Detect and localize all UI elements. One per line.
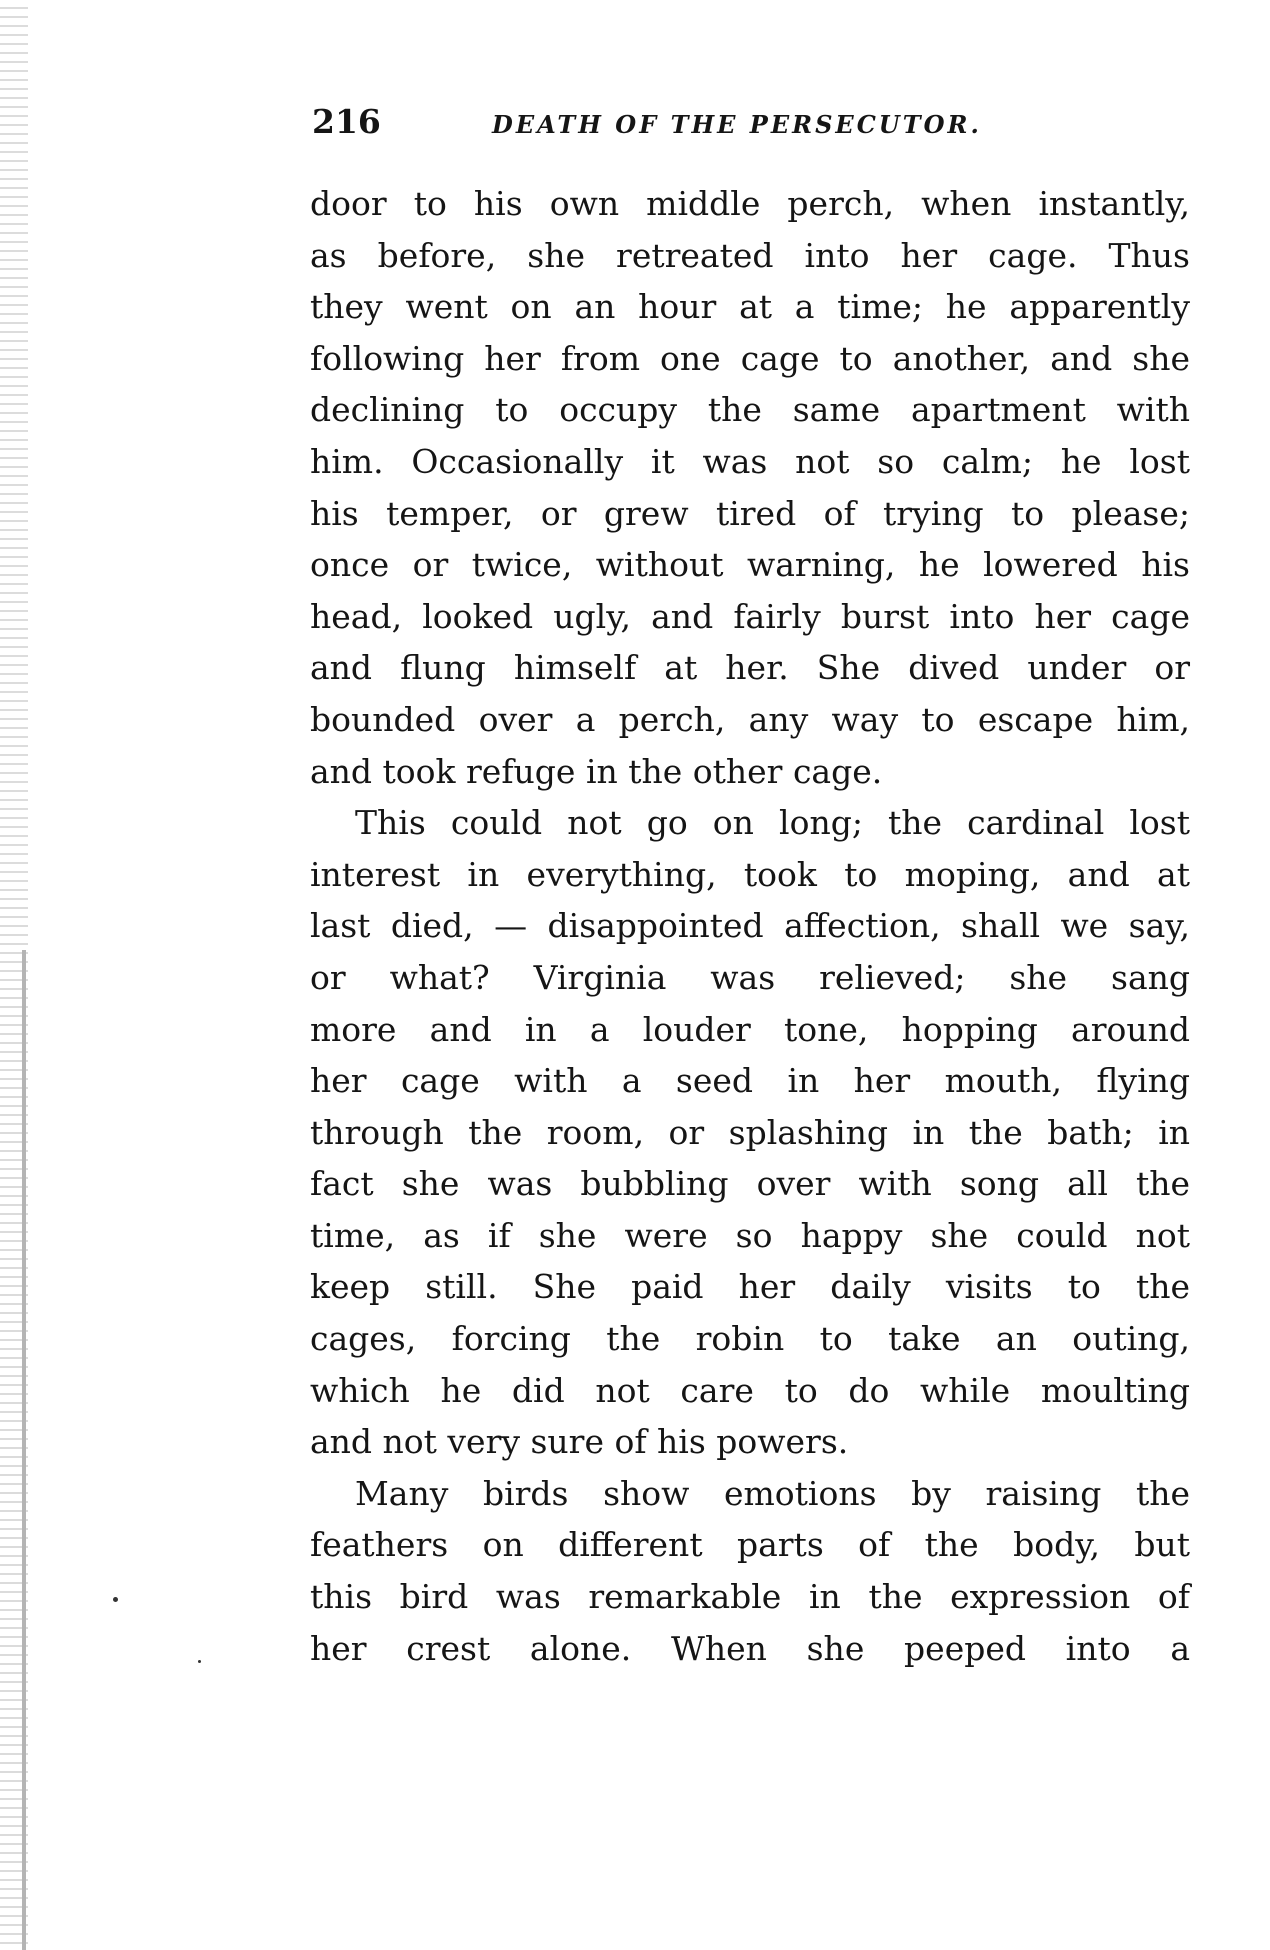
- text-line: once or twice, without warning, he lowered his: [310, 545, 1190, 585]
- text-line: this bird was remarkable in the expression of: [310, 1577, 1190, 1617]
- text-line: and not very sure of his powers.: [310, 1422, 849, 1462]
- text-line: following her from one cage to another, and she: [310, 338, 1190, 378]
- page-number: 216: [312, 102, 381, 141]
- text-line: feathers on different parts of the body, but: [310, 1525, 1190, 1565]
- ink-speck: [113, 1597, 118, 1602]
- text-line: cages, forcing the robin to take an outing,: [310, 1319, 1190, 1359]
- text-line: her cage with a seed in her mouth, flying: [310, 1061, 1190, 1101]
- text-line: his temper, or grew tired of trying to please;: [310, 493, 1190, 533]
- text-line: or what? Virginia was relieved; she sang: [310, 957, 1190, 997]
- gutter-scan-edge: [0, 0, 28, 1950]
- text-line: last died, — disappointed affection, shall we say,: [310, 906, 1190, 946]
- text-line: interest in everything, took to moping, and at: [310, 854, 1190, 894]
- text-line: fact she was bubbling over with song all the: [310, 1164, 1190, 1204]
- text-line: keep still. She paid her daily visits to the: [310, 1267, 1190, 1307]
- page-header: [312, 102, 1192, 154]
- ink-speck: [198, 1660, 201, 1663]
- running-head: DEATH OF THE PERSECUTOR.: [492, 110, 982, 139]
- text-line: head, looked ugly, and fairly burst into her cage: [310, 596, 1190, 636]
- text-line: him. Occasionally it was not so calm; he lost: [310, 441, 1190, 481]
- text-line: and took refuge in the other cage.: [310, 751, 883, 791]
- text-line: they went on an hour at a time; he apparently: [310, 287, 1190, 327]
- text-line: declining to occupy the same apartment with: [310, 390, 1190, 430]
- text-line: door to his own middle perch, when instantly,: [310, 184, 1190, 223]
- text-line: bounded over a perch, any way to escape him,: [310, 699, 1190, 739]
- text-line: as before, she retreated into her cage. Thus: [310, 235, 1190, 275]
- text-line: Many birds show emotions by raising the: [355, 1473, 1190, 1513]
- text-line: and flung himself at her. She dived under or: [310, 648, 1190, 688]
- text-line: which he did not care to do while moulting: [310, 1370, 1190, 1410]
- body-text: [310, 178, 1190, 1674]
- text-line: time, as if she were so happy she could not: [310, 1215, 1190, 1255]
- text-line: through the room, or splashing in the bath; in: [310, 1112, 1190, 1152]
- text-line: more and in a louder tone, hopping around: [310, 1009, 1190, 1049]
- text-line: her crest alone. When she peeped into a: [310, 1628, 1190, 1668]
- text-line: This could not go on long; the cardinal lost: [355, 803, 1190, 843]
